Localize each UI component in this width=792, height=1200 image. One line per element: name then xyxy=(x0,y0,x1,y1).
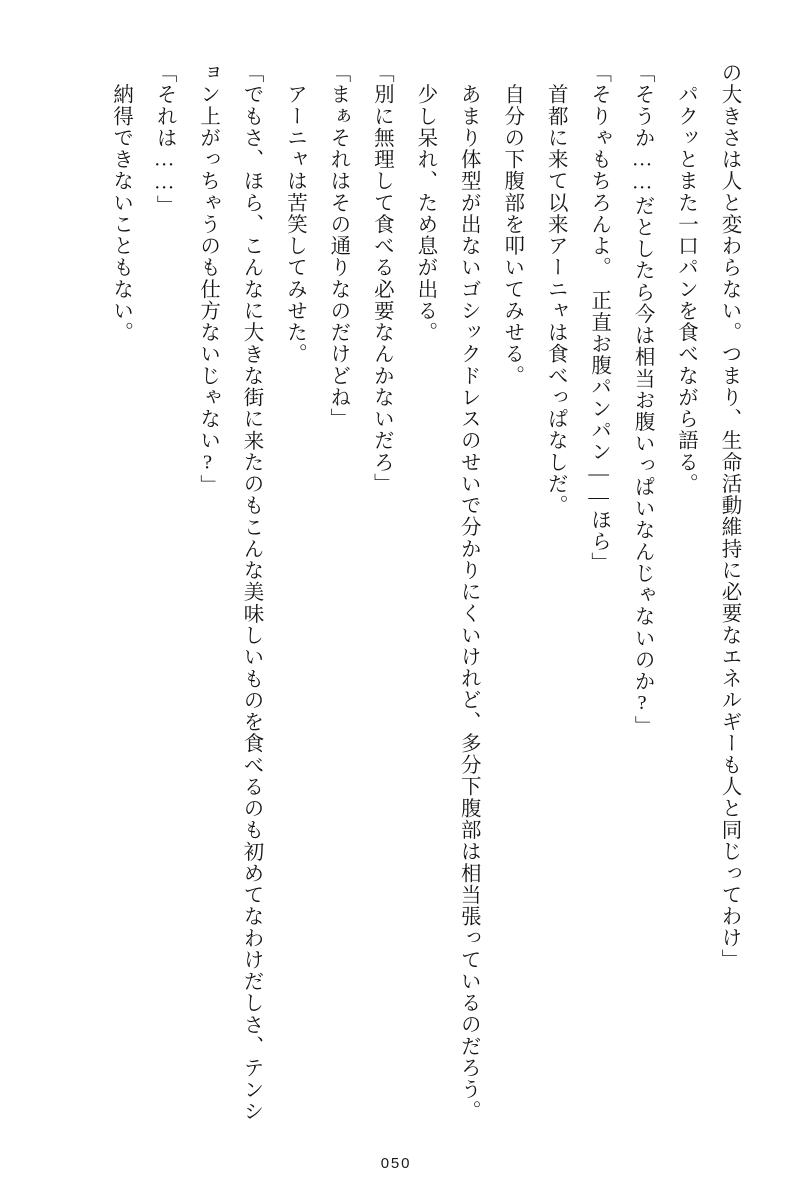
paragraph: 「それは……」 xyxy=(153,62,176,217)
paragraph: 自分の下腹部を叩いてみせる。 xyxy=(500,62,523,387)
paragraph: 「そうか……だとしたら今は相当お腹いっぱいなんじゃないのか?」 xyxy=(631,62,654,737)
page-number: 050 xyxy=(380,1155,412,1172)
paragraph: 首都に来て以来アーニャは食べっぱなしだ。 xyxy=(544,62,567,517)
paragraph: パクッとまた一口パンを食べながら語る。 xyxy=(674,62,697,495)
paragraph: 「別に無理して食べる必要なんかないだろ」 xyxy=(370,62,393,495)
paragraph: の大きさは人と変わらない。つまり、生命活動維持に必要なエネルギーも人と同じってわけ」 xyxy=(718,62,740,971)
page-text-body xyxy=(42,62,750,1122)
paragraph: アーニャは苦笑してみせた。 xyxy=(283,62,306,365)
paragraph: 「そりゃもちろんよ。 正直お腹パンパン——ほら」 xyxy=(587,62,610,574)
paragraph: 「まぁそれはその通りなのだけどね」 xyxy=(326,62,349,430)
paragraph: 少し呆れ、ため息が出る。 xyxy=(413,62,436,344)
paragraph: 「でもさ、ほら、こんなに大きな街に来たのもこんな美味しいものを食べるのも初めてなわけだしさ、テンション上がっちゃうのも仕方ないじゃない?」 xyxy=(196,62,263,1122)
paragraph: あまり体型が出ないゴシックドレスのせいで分かりにくいけれど、多分下腹部は相当張っているのだろう。 xyxy=(457,62,480,1122)
paragraph: 納得できないこともない。 xyxy=(109,62,132,344)
